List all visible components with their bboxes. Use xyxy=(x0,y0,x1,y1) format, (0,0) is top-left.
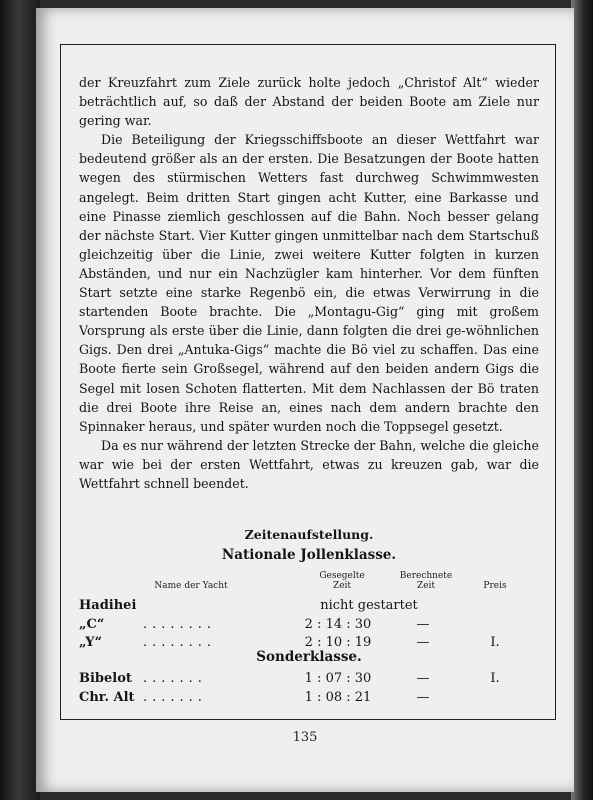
calculated-time: — xyxy=(416,617,430,632)
book-page xyxy=(36,8,574,792)
page-number: 135 xyxy=(292,730,318,745)
leader-dots: ....... xyxy=(143,671,207,686)
leader-dots: ........ xyxy=(143,635,217,650)
calculated-time: — xyxy=(416,635,430,650)
sailed-time: 2 : 10 : 19 xyxy=(304,635,372,650)
column-header-sailed-line1: Gesegelte xyxy=(319,571,365,581)
table-row xyxy=(79,671,539,691)
column-header-sailed-line2: Zeit xyxy=(332,581,352,591)
yacht-name: Chr. Alt xyxy=(79,690,135,705)
results-title: Zeitenaufstellung. xyxy=(244,527,374,542)
yacht-name: „C“ xyxy=(79,617,105,632)
column-header-sailed xyxy=(307,571,377,591)
leader-dots: ........ xyxy=(143,617,217,632)
table-row xyxy=(79,598,539,618)
column-header-name: Name der Yacht xyxy=(154,581,228,591)
calculated-time: — xyxy=(416,690,430,705)
table-row xyxy=(79,617,539,637)
sailed-time: nicht gestartet xyxy=(320,598,418,613)
column-header-prize: Preis xyxy=(483,581,507,591)
page-edge xyxy=(571,0,593,800)
yacht-name: „Y“ xyxy=(79,635,103,650)
sailed-time: 1 : 07 : 30 xyxy=(304,671,372,686)
paragraph-2: Die Beteiligung der Kriegsschiffsboote an dieser Wettfahrt war bedeutend größer als an der ersten. Die Besatzungen der Boote hatten wegen des stürmischen Wetters fast durchweg Schwimmwesten angelegt. Beim dritten Start gingen acht Kutter, eine Barkasse und eine Pinasse ziemlich geschlossen auf die Bahn. Noch besser gelang der nächste Start. Vier Kutter gingen unmittelbar nach dem Startschuß gleichzeitig über die Linie, zwei weitere Kutter folgten in kurzen Abständen, und nur ein Nachzügler kam hinterher. Vor dem fünften Start setzte eine starke Regenbö ein, die etwas Verwirrung in die startenden Boote brachte. Die „Montagu-Gig“ ging mit großem Vorsprung als erste über die Linie, dann folgten die drei ge-wöhnlichen Gigs. Den drei „Antuka-Gigs“ machte die Bö viel zu schaffen. Das eine Boote fierte sein Großsegel, während auf den beiden andern Gigs die Segel mit losen Schoten flatterten. Mit dem Nachlassen der Bö traten die drei Boote ihre Reise an, eines nach dem andern brachte den Spinnaker heraus, und später wurden noch die Toppsegel gesetzt. xyxy=(79,132,539,434)
yacht-name: Hadihei xyxy=(79,598,137,613)
prize: I. xyxy=(490,635,500,650)
sailed-time: 1 : 08 : 21 xyxy=(304,690,372,705)
book-spine xyxy=(0,0,40,800)
leader-dots: ....... xyxy=(143,690,207,705)
class-title-sonder: Sonderklasse. xyxy=(256,649,362,665)
sailed-time: 2 : 14 : 30 xyxy=(304,617,372,632)
column-header-calculated-line2: Zeit xyxy=(416,581,436,591)
paragraph-3: Da es nur während der letzten Strecke der Bahn, welche die gleiche war wie bei der ersten Wettfahrt, etwas zu kreuzen gab, war die Wettfahrt schnell beendet. xyxy=(79,437,539,491)
prize: I. xyxy=(490,671,500,686)
body-text xyxy=(79,73,539,493)
yacht-name: Bibelot xyxy=(79,671,132,686)
column-header-calculated xyxy=(391,571,461,591)
page-frame xyxy=(60,44,556,720)
paragraph-1: der Kreuzfahrt zum Ziele zurück holte jedoch „Christof Alt“ wieder beträchtlich auf, so daß der Abstand der beiden Boote am Ziele nur gering war. xyxy=(79,75,539,129)
table-row xyxy=(79,690,539,710)
column-header-calculated-line1: Berechnete xyxy=(399,571,453,581)
class-title-jolle: Nationale Jollenklasse. xyxy=(221,547,397,563)
calculated-time: — xyxy=(416,671,430,686)
